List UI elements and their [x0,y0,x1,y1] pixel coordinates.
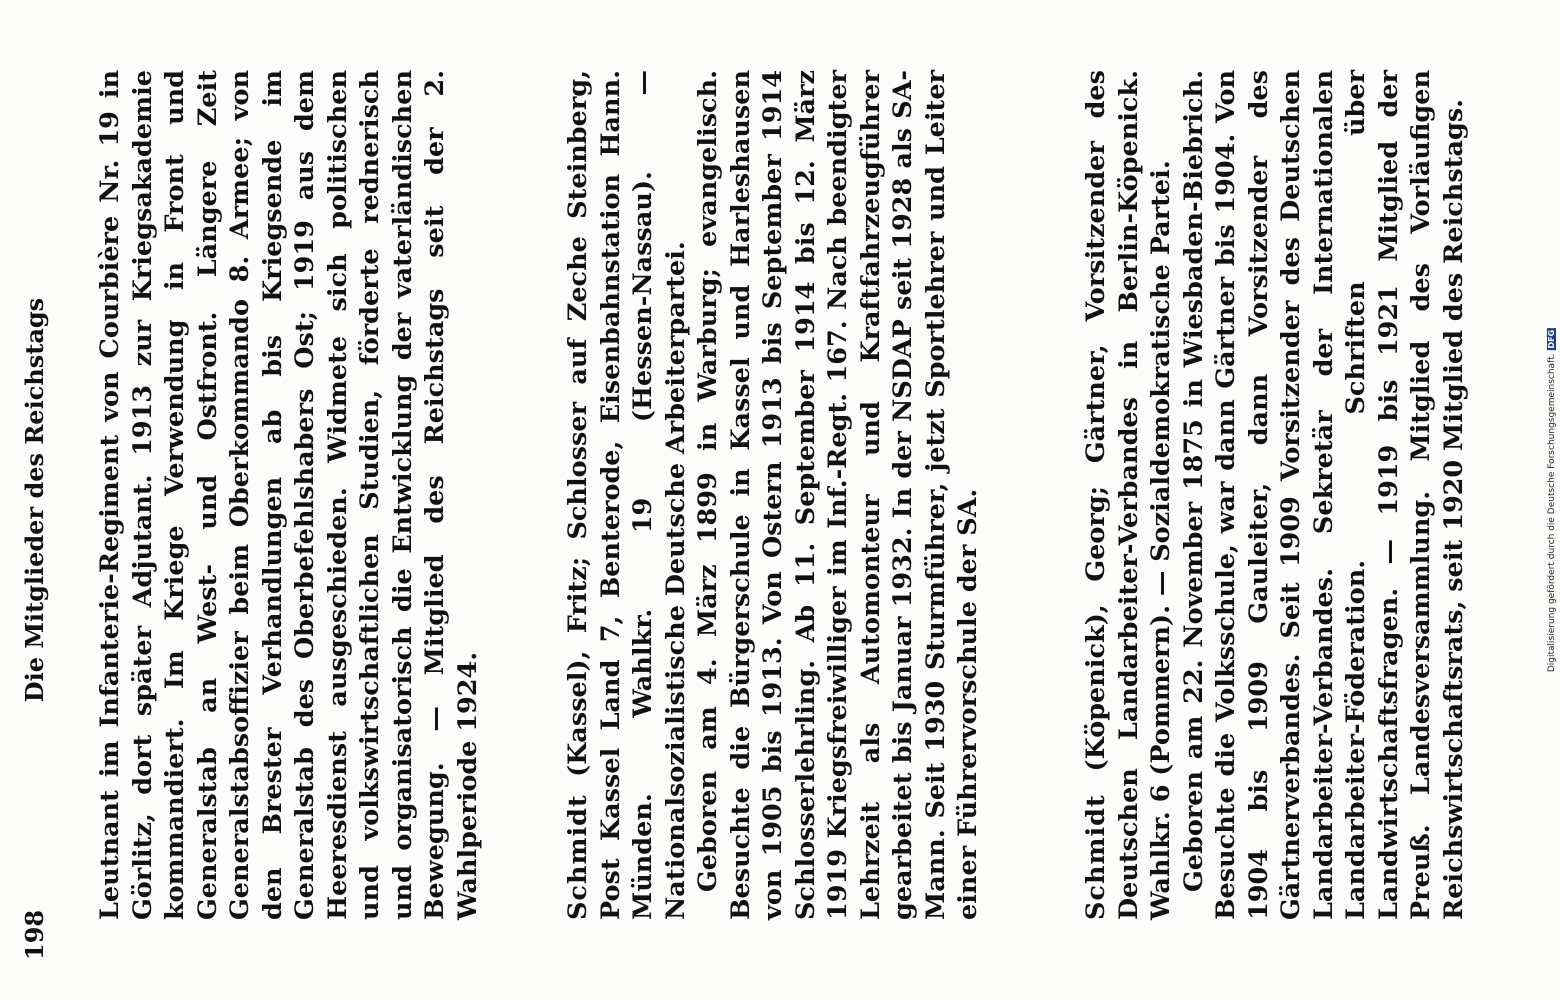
page-number: 198 [20,909,49,960]
entry-name: Schmidt [1081,794,1111,920]
entry-schmidt-kassel [562,70,985,920]
page-header [20,40,52,960]
paragraph: Leutnant im Infanterie-Regiment von Courbière Nr. 19 in Görlitz, dort später Adjutant. 1913 zur Kriegsakademie kommandiert. Im Kriege Verwendung in Front und Generalstab an West- und Ostfront. Längere Zeit Generalstabsoffizier beim Oberkommando 8. Armee; von den Brester Verhandlungen ab bis Kriegsende im Generalstab des Oberbefehlshabers Ost; 1919 aus dem Heeresdienst ausgeschieden. Widmete sich politischen und volkswirtschaftlichen Studien, förderte rednerisch und organisatorisch die Entwicklung der vaterländischen Bewegung. — Mitglied des Reichstags seit der 2. Wahlperiode 1924. [95,70,483,920]
digitization-note-text: Digitalisierung gefördert durch die Deutsche Forschungsgemeinschaft. [1547,353,1557,673]
entry-continuation [94,70,484,920]
paragraph: Geboren am 22. November 1875 in Wiesbaden-Biebrich. Besuchte die Volksschule, war dann Gärtner bis 1904. Von 1904 bis 1909 Gauleiter, dann Vorsitzender des Gärtnerverbandes. Seit 1909 Vorsitzender des Deutschen Landarbeiter-Verbandes. Sekretär der Internationalen Landarbeiter-Föderation. Schriften über Landwirtschaftsfragen. — 1919 bis 1921 Mitglied der Preuß. Landesversammlung. Mitglied des Vorläufigen Reichswirtschaftsrats, seit 1920 Mitglied des Reichstags. [1178,70,1469,920]
entry-schmidt-koepenick [1080,70,1470,920]
entry-intro [562,70,692,920]
running-title: Die Mitglieder des Reichstags [20,297,49,703]
entry-intro-text: (Köpenick), Georg; Gärtner, Vorsitzender des Deutschen Landarbeiter-Verbandes in Berlin-Köpenick. Wahlkr. 6 (Pommern). — Sozialdemokratische Partei. [1081,70,1176,920]
entry-intro [1080,70,1178,920]
paragraph: Geboren am 4. März 1899 in Warburg; evangelisch. Besuchte die Bürgerschule in Kassel und Harleshausen von 1905 bis 1913. Von Ostern 1913 bis September 1914 Schlosserlehrling. Ab 11. September 1914 bis 12. März 1919 Kriegsfreiwilliger im Inf.-Regt. 167. Nach beendigter Lehrzeit als Automonteur und Kraftfahrzeugführer gearbeitet bis Januar 1932. In der NSDAP seit 1928 als SA-Mann. Seit 1930 Sturmführer, jetzt Sportlehrer und Leiter einer Führervorschule der SA. [693,70,983,920]
digitization-note [1547,328,1557,672]
entry-intro-text: (Kassel), Fritz; Schlosser auf Zeche Steinberg, Post Kassel Land 7, Benterode, Eisenbahnstation Hann. Münden. Wahlkr. 19 (Hessen-Nassau). — Nationalsozialistische Deutsche Arbeiterpartei. [563,70,691,920]
entry-name: Schmidt [563,794,593,920]
dfg-logo: DFG [1547,329,1556,349]
